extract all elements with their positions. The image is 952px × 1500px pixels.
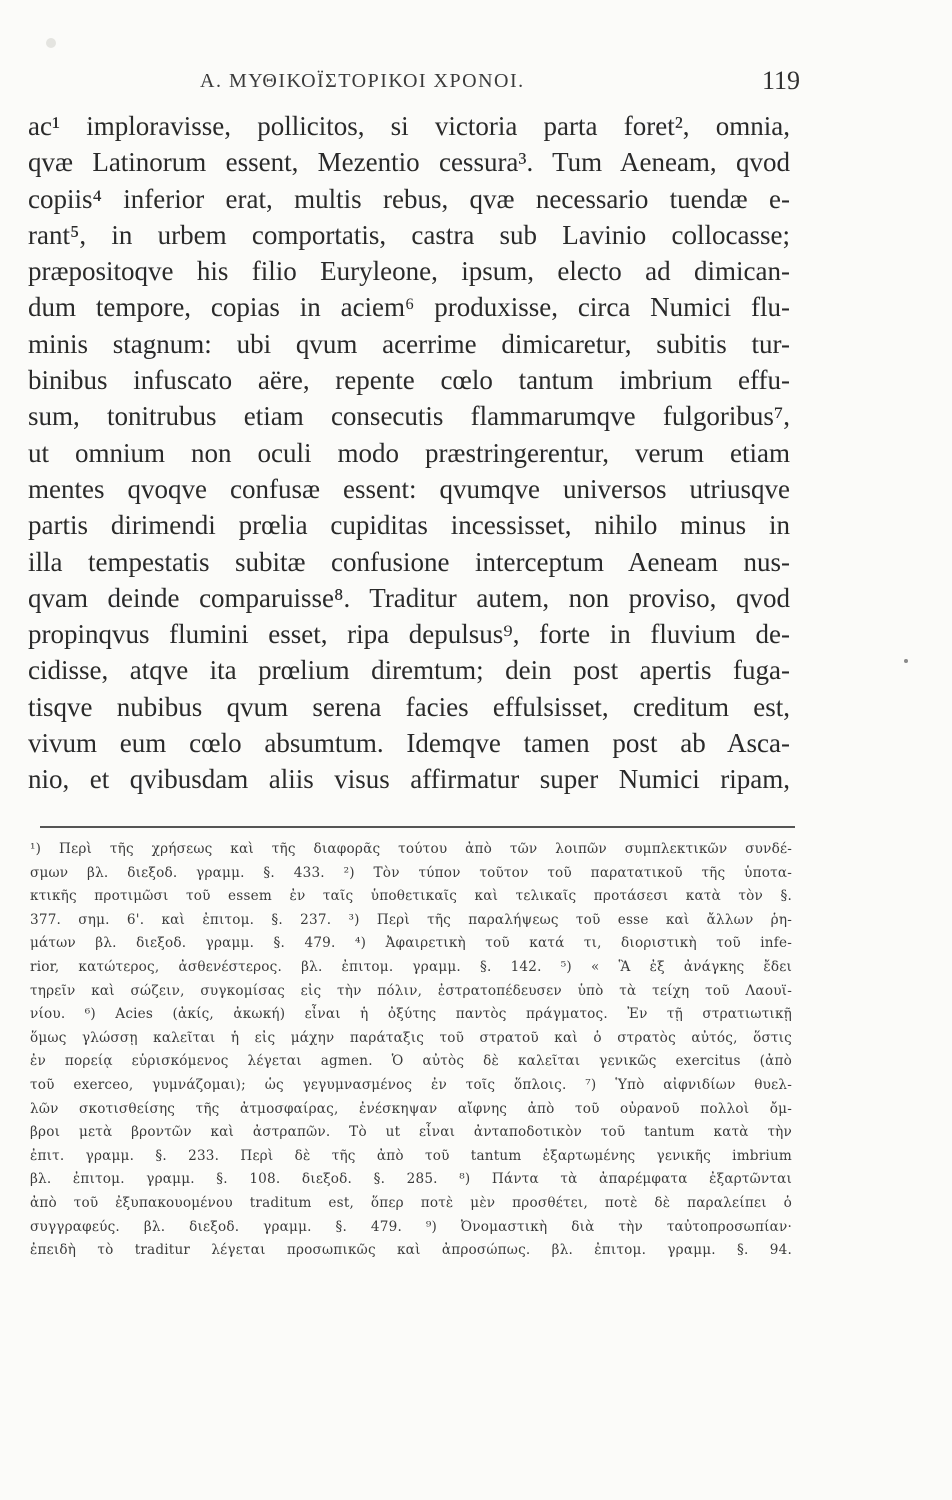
body-line: ac¹ imploravisse, pollicitos, si victoria parta foret², omnia, — [28, 111, 790, 141]
body-line: partis dirimendi prœlia cupiditas incessisset, nihilo minus in — [28, 510, 790, 541]
footnote-line: ἀπὸ τοῦ ἐξυπακουομένου traditum est, ὅπερ ποτὲ μὲν προσθέτει, ποτὲ δὲ παραλείπει ὁ — [30, 1194, 792, 1211]
footnote-line: ἐπειδὴ τὸ traditur λέγεται προσωπικῶς καὶ ἀπροσώπως. βλ. ἐπιτομ. γραμμ. §. 94. — [30, 1242, 792, 1259]
footnote-line: ὅμως γλώσσῃ καλεῖται ἡ εἰς μάχην παράταξις τοῦ στρατοῦ καὶ ὁ στρατὸς αὐτός, ὅστις — [30, 1029, 792, 1046]
footnote-line: σμων βλ. διεξοδ. γραμμ. §. 433. ²) Τὸν τύπον τοῦτον τοῦ παρατατικοῦ τῆς ὑποτα- — [30, 864, 792, 881]
binding-mark — [46, 38, 56, 48]
body-line: præpositoqve his filio Euryleone, ipsum, electo ad dimican- — [28, 256, 790, 287]
body-line: dum tempore, copias in aciem⁶ produxisse, circa Numici flu- — [28, 292, 790, 323]
body-line: ut omnium non oculi modo præstringerentur, verum etiam — [28, 437, 790, 468]
footnote-line: βλ. ἐπιτομ. γραμμ. §. 108. διεξοδ. §. 285. ⁸) Πάντα τὰ ἀπαρέμφατα ἐξαρτῶνται — [30, 1171, 792, 1188]
page-number: 119 — [761, 66, 800, 95]
footnote-line: λῶν σκοτισθείσης τῆς ἀτμοσφαίρας, ἐνέσκηψαν αἴφνης ἀπὸ τοῦ οὐρανοῦ πολλοὶ ὄμ- — [30, 1100, 792, 1117]
body-line: qvæ Latinorum essent, Mezentio cessura³. Tum Aeneam, qvod — [28, 147, 790, 178]
body-line: vivum eum cœlo absumtum. Idemqve tamen post ab Asca- — [28, 728, 790, 759]
body-line: sum, tonitrubus etiam consecutis flammarumqve fulgoribus⁷, — [28, 401, 790, 432]
footnote-line: κτικῆς προτιμῶσι τοῦ essem ἐν ταῖς ὑποθετικαῖς καὶ τελικαῖς προτάσεσι κατὰ τὸν §. — [30, 888, 792, 905]
footnotes — [30, 838, 792, 1263]
body-line: nio, et qvibusdam aliis visus affirmatur super Numici ripam, — [28, 764, 790, 795]
body-line: copiis⁴ inferior erat, multis rebus, qvæ necessario tuendæ e- — [28, 183, 790, 214]
footnote-line: rior, κατώτερος, ἀσθενέστερος. βλ. ἐπιτομ. γραμμ. §. 142. ⁵) « Ἃ ἐξ ἀνάγκης ἔδει — [30, 958, 792, 975]
footnote-line: 377. σημ. 6'. καὶ ἐπιτομ. §. 237. ³) Περὶ τῆς παραλήψεως τοῦ esse καὶ ἄλλων ῥη- — [30, 911, 792, 928]
footnote-line: νίου. ⁶) Acies (ἀκίς, ἀκωκή) εἶναι ἡ ὀξύτης παντὸς πράγματος. Ἐν τῇ στρατιωτικῇ — [30, 1006, 792, 1023]
footnote-rule — [40, 826, 795, 828]
body-text — [28, 108, 790, 798]
footnote-line: ἐν πορείᾳ εὑρισκόμενος λέγεται agmen. Ὁ αὐτὸς δὲ καλεῖται γενικῶς exercitus (ἀπὸ — [30, 1053, 792, 1070]
body-line: cidisse, atqve ita prœlium diremtum; dein post apertis fuga- — [28, 655, 790, 686]
body-line: qvam deinde comparuisse⁸. Traditur autem, non proviso, qvod — [28, 582, 790, 613]
running-head: A. ΜΥΘΙΚΟΪΣΤΟΡΙΚΟΙ ΧΡΟΝΟΙ. — [200, 70, 525, 92]
body-line: propinqvus flumini esset, ripa depulsus⁹, forte in fluvium de- — [28, 619, 790, 650]
footnote-line: μάτων βλ. διεξοδ. γραμμ. §. 479. ⁴) Ἀφαιρετικὴ τοῦ κατά τι, διοριστικὴ τοῦ infe- — [30, 935, 792, 952]
footnote-line: τηρεῖν καὶ σώζειν, συγκομίσας εἰς τὴν πόλιν, ἐστρατοπέδευσεν ὑπὸ τὰ τείχη τοῦ Λαουϊ- — [30, 982, 792, 999]
body-line: tisqve nubibus qvum serena facies effulsisset, creditum est, — [28, 691, 790, 722]
footnote-line: συγγραφεύς. βλ. διεξοδ. γραμμ. §. 479. ⁹) Ὀνομαστικὴ διὰ τὴν ταὐτοπροσωπίαν· — [30, 1218, 792, 1235]
body-line: binibus infuscato aëre, repente cœlo tantum imbrium effu- — [28, 365, 790, 396]
body-line: minis stagnum: ubi qvum acerrime dimicaretur, subitis tur- — [28, 328, 790, 359]
margin-mark — [904, 659, 908, 663]
body-line: illa tempestatis subitæ confusione interceptum Aeneam nus- — [28, 546, 790, 577]
footnote-line: βροι μετὰ βροντῶν καὶ ἀστραπῶν. Τὸ ut εἶναι ἀνταποδοτικὸν τοῦ tantum κατὰ τὴν — [30, 1124, 792, 1141]
footnote-line: τοῦ exerceo, γυμνάζομαι); ὡς γεγυμνασμένος ἐν τοῖς ὅπλοις. ⁷) Ὑπὸ αἰφνιδίων θυελ- — [30, 1076, 792, 1093]
footnote-line: ¹) Περὶ τῆς χρήσεως καὶ τῆς διαφορᾶς τούτου ἀπὸ τῶν λοιπῶν συμπλεκτικῶν συνδέ- — [30, 841, 792, 857]
page-header — [200, 66, 800, 102]
footnote-line: ἐπιτ. γραμμ. §. 233. Περὶ δὲ τῆς ἀπὸ τοῦ tantum ἐξαρτωμένης γενικῆς imbrium — [30, 1147, 792, 1164]
body-line: mentes qvoqve confusæ essent: qvumqve universos utriusqve — [28, 473, 790, 504]
body-line: rant⁵, in urbem comportatis, castra sub Lavinio collocasse; — [28, 219, 790, 250]
